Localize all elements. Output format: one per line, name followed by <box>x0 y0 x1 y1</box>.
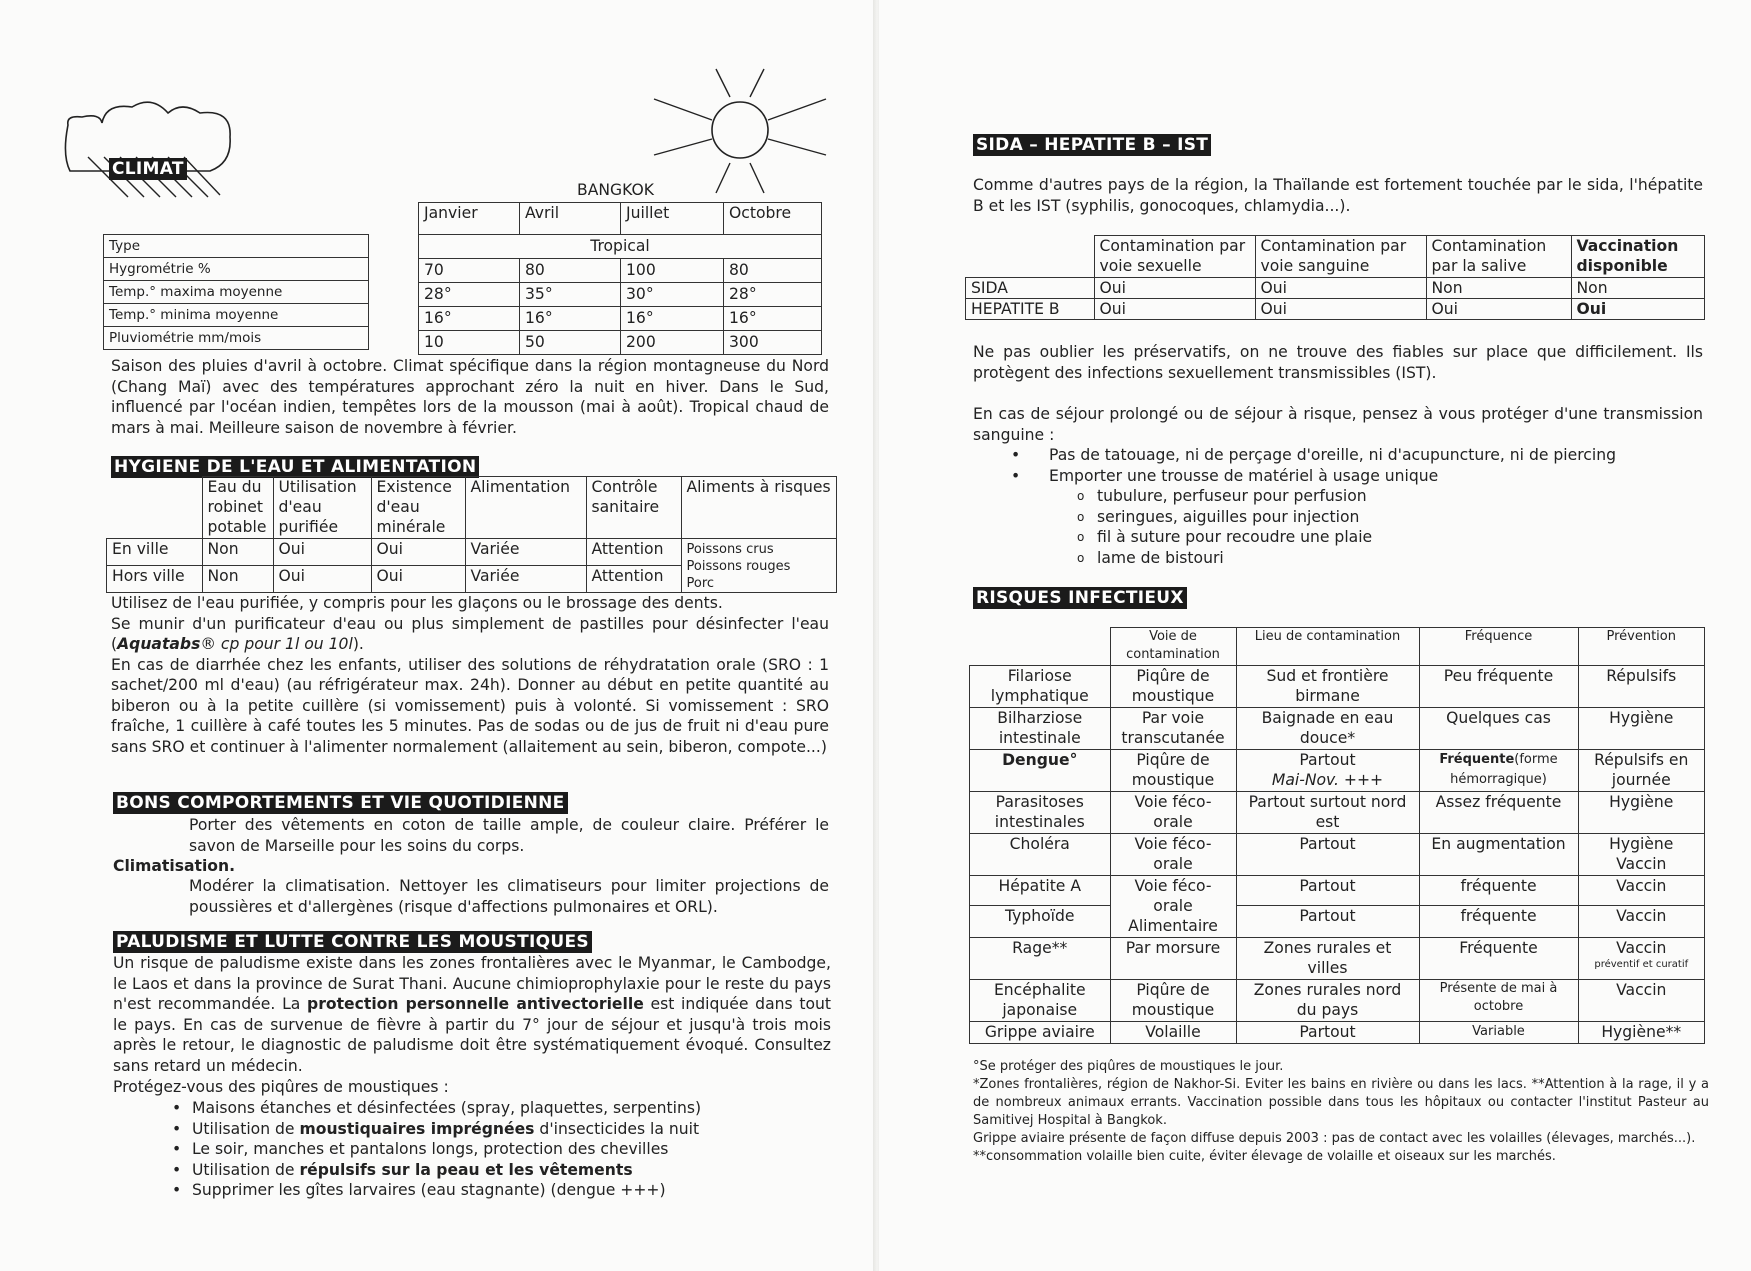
table-cell: 80 <box>520 259 621 283</box>
col-header: Alimentation <box>465 477 586 539</box>
footnote: °Se protéger des piqûres de moustiques le jour. <box>973 1059 1284 1074</box>
table-cell: Sud et frontière birmane <box>1236 666 1419 708</box>
row-label-pluviometrie: Pluviométrie mm/mois <box>104 327 369 350</box>
climat-values-table <box>418 234 822 355</box>
text-span: d'insecticides la nuit <box>534 1119 700 1138</box>
text-span: Utilisation de <box>192 1160 300 1179</box>
table-row <box>966 299 1705 320</box>
text-line: préventif et curatif <box>1594 959 1689 970</box>
table-cell: Hygiène Vaccin <box>1578 834 1705 876</box>
text-span: ). <box>352 635 364 653</box>
list-item: • Pas de tatouage, ni de perçage d'oreille, ni d'acupuncture, ni de piercing <box>1009 445 1709 466</box>
climat-text: Saison des pluies d'avril à octobre. Climat spécifique dans la région montagneuse du Nord (Chang Maï) avec des températures approchant zéro la nuit en hiver. Dans le Sud, influencé par l'océan indien, tempêtes lors de la mousson (mai à août). Tropical chaud de mars à mai. Meilleure saison de novembre à février. <box>111 357 829 437</box>
table-cell: Hygiène <box>1578 708 1705 750</box>
list-item: o tubulure, perfuseur pour perfusion <box>1071 486 1671 507</box>
sida-list <box>1009 445 1709 486</box>
type-value: Tropical <box>419 235 822 259</box>
sida-heading: SIDA – HEPATITE B – IST <box>973 134 1211 156</box>
sida-sublist <box>1071 486 1671 568</box>
table-row <box>970 1022 1705 1044</box>
product-name: Aquatabs <box>117 635 201 653</box>
table-cell: 80 <box>724 259 822 283</box>
risques-table <box>969 627 1705 1044</box>
disease-name: Typhoïde <box>970 906 1111 938</box>
table-cell: Oui <box>273 566 371 593</box>
table-cell: 10 <box>419 331 520 355</box>
hygiene-table <box>106 476 837 593</box>
table-cell: Répulsifs <box>1578 666 1705 708</box>
table-cell: Voie féco-orale Alimentaire <box>1110 876 1236 938</box>
paragraph: Utilisez de l'eau purifiée, y compris pour les glaçons ou le brossage des dents. <box>111 594 723 612</box>
table-cell: Répulsifs en journée <box>1578 750 1705 792</box>
text-span: (forme hémorragique) <box>1450 752 1558 787</box>
table-cell: 16° <box>621 307 724 331</box>
text-span: Utilisation de <box>192 1119 300 1138</box>
col-header: Contamination par voie sanguine <box>1255 236 1426 278</box>
table-cell: Oui <box>1571 299 1705 320</box>
climat-months-header <box>418 202 822 235</box>
table-cell: Partout <box>1236 906 1419 938</box>
col-header: Lieu de contamination <box>1236 628 1419 666</box>
table-cell: Par voie transcutanée <box>1110 708 1236 750</box>
table-row <box>966 278 1705 299</box>
disease-name: Parasitoses intestinales <box>970 792 1111 834</box>
risques-notes <box>973 1058 1709 1166</box>
table-cell: En augmentation <box>1419 834 1578 876</box>
table-cell: 200 <box>621 331 724 355</box>
aliments-risques-cell <box>681 539 837 593</box>
row-label: Hors ville <box>107 566 203 593</box>
table-cell: Fréquente <box>1419 938 1578 980</box>
climat-heading: CLIMAT <box>109 158 187 180</box>
table-cell: Présente de mai à octobre <box>1419 980 1578 1022</box>
list-item: • Maisons étanches et désinfectées (spray, plaquettes, serpentins) <box>170 1098 830 1119</box>
bold-span: répulsifs sur la peau et les vêtements <box>299 1160 633 1179</box>
text-span: Un risque de paludisme existe dans les zones frontalières avec le Myanmar, le Cambodge, le Laos et dans la province de Surat Thani. Aucune chimioprophylaxie pour le reste du pays n'est recommandée. La <box>113 954 831 1013</box>
table-row <box>970 938 1705 980</box>
disease-name: Dengue° <box>970 750 1111 792</box>
disease-name: Hépatite A <box>970 876 1111 906</box>
table-row <box>970 792 1705 834</box>
table-cell: Assez fréquente <box>1419 792 1578 834</box>
col-header: Eau du robinet potable <box>202 477 273 539</box>
table-cell <box>1236 750 1419 792</box>
row-label: HEPATITE B <box>966 299 1095 320</box>
row-label-hygrometrie: Hygrométrie % <box>104 258 369 281</box>
table-cell: Variée <box>465 539 586 566</box>
bons-heading: BONS COMPORTEMENTS ET VIE QUOTIDIENNE <box>113 792 568 814</box>
table-cell: Par morsure <box>1110 938 1236 980</box>
row-label-temp-max: Temp.° maxima moyenne <box>104 281 369 304</box>
table-cell: Quelques cas <box>1419 708 1578 750</box>
palu-heading: PALUDISME ET LUTTE CONTRE LES MOUSTIQUES <box>113 931 592 953</box>
col-header: Aliments à risques <box>681 477 837 539</box>
sida-table <box>965 235 1705 320</box>
table-row <box>970 708 1705 750</box>
table-cell: Non <box>202 566 273 593</box>
paragraph <box>111 614 829 655</box>
col-header: Existence d'eau minérale <box>371 477 465 539</box>
table-cell: Zones rurales nord du pays <box>1236 980 1419 1022</box>
list-item <box>170 1119 830 1140</box>
sun-icon <box>650 65 830 200</box>
bons-p1: Porter des vêtements en coton de taille ample, de couleur claire. Préférer le savon de Marseille pour les soins du corps. <box>189 816 829 855</box>
left-page <box>0 0 875 1271</box>
table-row <box>970 834 1705 876</box>
table-cell: Voie féco-orale <box>1110 834 1236 876</box>
table-cell: 16° <box>520 307 621 331</box>
hygiene-heading: HYGIENE DE L'EAU ET ALIMENTATION <box>111 456 479 478</box>
table-cell: 16° <box>419 307 520 331</box>
bold-span: moustiquaires imprégnées <box>299 1119 535 1138</box>
table-cell: Vaccin <box>1578 906 1705 938</box>
table-row <box>970 906 1705 938</box>
table-cell: Variable <box>1419 1022 1578 1044</box>
table-cell: 50 <box>520 331 621 355</box>
palu-list <box>170 1098 830 1201</box>
table-cell: Oui <box>1094 278 1255 299</box>
table-cell: Oui <box>371 539 465 566</box>
table-cell: 35° <box>520 283 621 307</box>
table-cell: fréquente <box>1419 906 1578 938</box>
footnote: Grippe aviaire présente de façon diffuse depuis 2003 : pas de contact avec les volailles (élevages, marchés...). <box>973 1131 1696 1146</box>
col-header: Contamination par voie sexuelle <box>1094 236 1255 278</box>
disease-name: Bilharziose intestinale <box>970 708 1111 750</box>
table-cell: Non <box>1571 278 1705 299</box>
table-cell: Partout <box>1236 1022 1419 1044</box>
sida-intro: Comme d'autres pays de la région, la Thaïlande est fortement touchée par le sida, l'hépatite B et les IST (syphilis, gonocoques, chlamydia...). <box>973 176 1703 215</box>
table-cell: Oui <box>371 566 465 593</box>
month-1: Janvier <box>419 203 520 235</box>
table-cell: Partout surtout nord est <box>1236 792 1419 834</box>
row-label-type: Type <box>104 235 369 258</box>
disease-name: Filariose lymphatique <box>970 666 1111 708</box>
table-row <box>970 666 1705 708</box>
table-row <box>970 876 1705 906</box>
text-line: Vaccin <box>1616 939 1667 957</box>
table-cell: Variée <box>465 566 586 593</box>
table-cell: Vaccin <box>1578 980 1705 1022</box>
aliment-risque: Poissons rouges <box>686 559 791 574</box>
climat-row-labels <box>103 234 369 350</box>
table-cell: Piqûre de moustique <box>1110 666 1236 708</box>
text-line: Partout <box>1299 751 1356 769</box>
disease-name: Rage** <box>970 938 1111 980</box>
disease-name: Grippe aviaire <box>970 1022 1111 1044</box>
table-cell: Oui <box>1255 299 1426 320</box>
disease-name: Encéphalite japonaise <box>970 980 1111 1022</box>
list-item: • Le soir, manches et pantalons longs, protection des chevilles <box>170 1139 830 1160</box>
table-cell: Piqûre de moustique <box>1110 980 1236 1022</box>
col-header: Contrôle sanitaire <box>586 477 681 539</box>
text-span: Se munir d'un purificateur d'eau ou plus simplement de pastilles pour désinfecter l'eau ( <box>111 614 829 653</box>
table-cell: Piqûre de moustique <box>1110 750 1236 792</box>
table-cell: 28° <box>419 283 520 307</box>
aliment-risque: Poissons crus <box>686 542 774 557</box>
col-header: Voie de contamination <box>1110 628 1236 666</box>
table-cell: Attention <box>586 539 681 566</box>
table-cell: Baignade en eau douce* <box>1236 708 1419 750</box>
col-header: Utilisation d'eau purifiée <box>273 477 371 539</box>
list-item: • Emporter une trousse de matériel à usage unique <box>1009 466 1709 487</box>
list-item: o lame de bistouri <box>1071 548 1671 569</box>
table-row <box>970 980 1705 1022</box>
table-cell: Oui <box>1094 299 1255 320</box>
table-cell: fréquente <box>1419 876 1578 906</box>
table-row <box>970 750 1705 792</box>
table-cell <box>1419 750 1578 792</box>
bold-span: protection personnelle antivectorielle <box>307 995 644 1013</box>
row-label: En ville <box>107 539 203 566</box>
table-cell: Oui <box>273 539 371 566</box>
sida-p2: En cas de séjour prolongé ou de séjour à risque, pensez à vous protéger d'une transmission sanguine : <box>973 405 1703 444</box>
table-cell: 100 <box>621 259 724 283</box>
table-cell: Hygiène <box>1578 792 1705 834</box>
table-cell: Non <box>202 539 273 566</box>
list-item: • Supprimer les gîtes larvaires (eau stagnante) (dengue +++) <box>170 1180 830 1201</box>
col-header: Prévention <box>1578 628 1705 666</box>
table-cell: 16° <box>724 307 822 331</box>
table-cell: Volaille <box>1110 1022 1236 1044</box>
aliment-risque: Porc <box>686 576 715 591</box>
table-cell <box>1578 938 1705 980</box>
sida-p1: Ne pas oublier les préservatifs, on ne trouve des fiables sur place que difficilement. Ils protègent des infections sexuellement transmissibles (IST). <box>973 343 1703 382</box>
text-span: est indiquée dans tout le pays. En cas de survenue de fièvre à partir du 7° jour de séjour et jusqu'à trois mois après le retour, le diagnostic de paludisme doit être systématiquement évoqué. Consultez sans retard un médecin. <box>113 995 831 1075</box>
bons-p2: Modérer la climatisation. Nettoyer les climatiseurs pour limiter projections de poussières et d'allergènes (risque d'affections pulmonaires et ORL). <box>189 877 829 916</box>
palu-p1 <box>113 953 831 1076</box>
table-cell: 30° <box>621 283 724 307</box>
month-2: Avril <box>520 203 621 235</box>
table-cell: Hygiène** <box>1578 1022 1705 1044</box>
list-item: o seringues, aiguilles pour injection <box>1071 507 1671 528</box>
table-cell: 70 <box>419 259 520 283</box>
table-cell: Oui <box>1255 278 1426 299</box>
text-span: ® cp pour 1l ou 10l <box>200 635 353 653</box>
table-cell: Oui <box>1426 299 1571 320</box>
month-4: Octobre <box>724 203 822 235</box>
table-row <box>107 539 837 566</box>
table-cell: Zones rurales et villes <box>1236 938 1419 980</box>
month-3: Juillet <box>621 203 724 235</box>
footnote: *Zones frontalières, région de Nakhor-Si. Eviter les bains en rivière ou dans les lacs. **Attention à la rage, il y a de nombreux animaux errants. Vaccination possible dans tous les hôpitaux ou contacter l'institut Pasteur au Samitivej Hospital à Bangkok. <box>973 1077 1709 1128</box>
table-cell: Attention <box>586 566 681 593</box>
table-cell: Partout <box>1236 876 1419 906</box>
bold-span: Fréquente <box>1439 752 1515 767</box>
palu-p2: Protégez-vous des piqûres de moustiques : <box>113 1078 449 1096</box>
footnote: **consommation volaille bien cuite, éviter élevage de volaille et oiseaux sur les marchés. <box>973 1149 1556 1164</box>
table-cell: 28° <box>724 283 822 307</box>
table-cell: Vaccin <box>1578 876 1705 906</box>
table-cell: 300 <box>724 331 822 355</box>
row-label-temp-min: Temp.° minima moyenne <box>104 304 369 327</box>
row-label: SIDA <box>966 278 1095 299</box>
risques-heading: RISQUES INFECTIEUX <box>973 587 1187 609</box>
list-item: o fil à suture pour recoudre une plaie <box>1071 527 1671 548</box>
table-cell: Peu fréquente <box>1419 666 1578 708</box>
table-cell: Partout <box>1236 834 1419 876</box>
table-cell: Voie féco-orale <box>1110 792 1236 834</box>
text-line: Mai-Nov. +++ <box>1271 771 1384 789</box>
col-header: Fréquence <box>1419 628 1578 666</box>
col-header: Contamination par la salive <box>1426 236 1571 278</box>
col-header: Vaccination disponible <box>1571 236 1705 278</box>
list-item <box>170 1160 830 1181</box>
paragraph: En cas de diarrhée chez les enfants, utiliser des solutions de réhydratation orale (SRO : 1 sachet/200 ml d'eau) (au réfrigérateur max. 24h). Donner au début en petite quantité au biberon ou à la petite cuillère (si vomissement) puis à volonté. Si vomissement : SRO fraîche, 1 cuillère à café toutes les 5 minutes. Pas de sodas ou de jus de fruit ni d'eau pure sans SRO et continuer à l'alimenter normalement (allaitement au sein, biberon, compote...) <box>111 655 829 756</box>
table-cell: Non <box>1426 278 1571 299</box>
disease-name: Choléra <box>970 834 1111 876</box>
hygiene-text <box>111 593 829 757</box>
city-name: BANGKOK <box>577 181 654 199</box>
climatisation-subheading: Climatisation. <box>113 857 236 875</box>
right-page <box>879 0 1751 1271</box>
